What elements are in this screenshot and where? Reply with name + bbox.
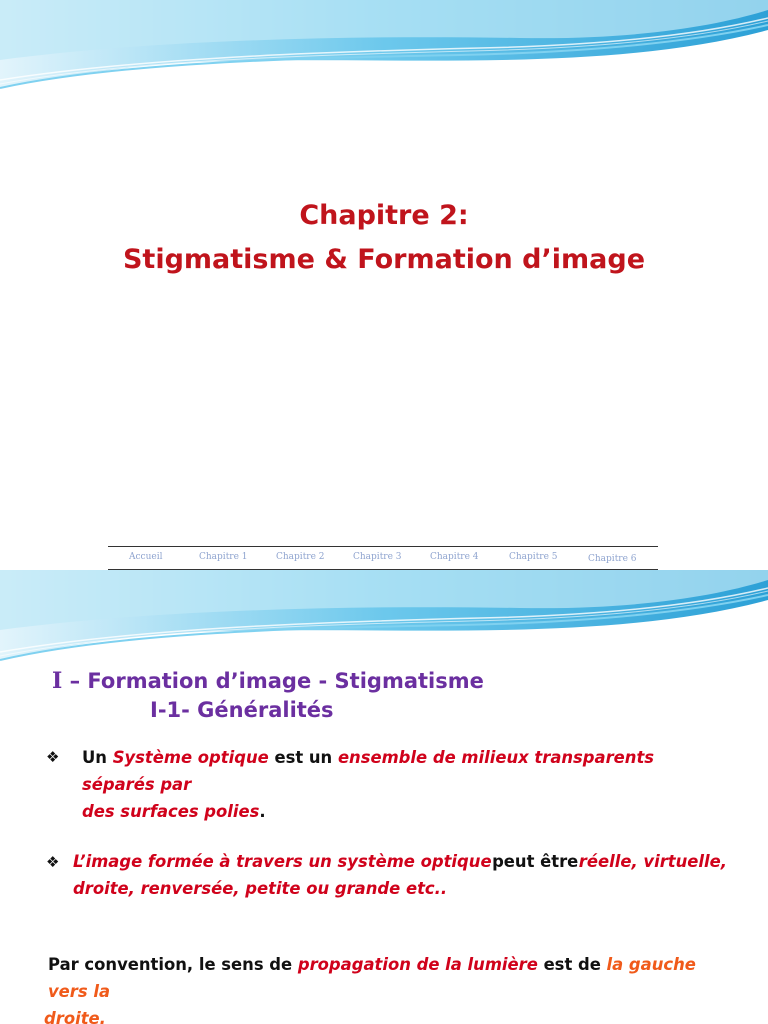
paragraph-convention [44, 951, 738, 1024]
chapter-title [0, 194, 768, 282]
nav-link-chapitre-1[interactable]: Chapitre 1 [199, 552, 248, 562]
emphasis-text: des surfaces polies [82, 802, 260, 821]
text-run: est un [268, 748, 338, 767]
emphasis-text: réelle, virtuelle, [578, 852, 727, 871]
nav-link-chapitre-6[interactable]: Chapitre 6 [588, 554, 637, 564]
emphasis-text: la gauche vers la [48, 955, 696, 1001]
nav-link-accueil[interactable]: Accueil [129, 552, 163, 562]
emphasis-text: droite. [44, 1009, 106, 1024]
chapter-subject: Stigmatisme & Formation d’image [122, 244, 646, 275]
emphasis-text: image formée à travers un système optique [85, 852, 492, 871]
text-run: . [259, 802, 266, 821]
nav-link-chapitre-3[interactable]: Chapitre 3 [353, 552, 402, 562]
nav-link-chapitre-2[interactable]: Chapitre 2 [276, 552, 325, 562]
text-run: peut être [492, 852, 579, 871]
section-heading [52, 668, 484, 694]
wave-banner-graphic [0, 570, 768, 665]
nav-link-chapitre-5[interactable]: Chapitre 5 [509, 552, 558, 562]
emphasis-text: Système optique [112, 748, 269, 767]
paragraph-systeme-optique [82, 744, 732, 825]
section-roman-numeral: I [52, 668, 63, 694]
paragraph-image-formee [73, 848, 733, 902]
emphasis-text: propagation de la lumière [297, 955, 538, 974]
emphasis-text: ensemble de milieux transparents séparés par [82, 748, 655, 794]
text-run: Un [82, 748, 113, 767]
section-heading-text: – Formation d’image - Stigmatisme [62, 669, 484, 693]
chapter-number: Chapitre 2: [299, 200, 469, 231]
wave-banner-graphic [0, 0, 768, 95]
diamond-bullet-icon: ❖ [46, 853, 60, 871]
text-run: Par convention, le sens de [48, 955, 298, 974]
emphasis-text: L’ [73, 852, 86, 871]
nav-link-chapitre-4[interactable]: Chapitre 4 [430, 552, 479, 562]
slide-2 [0, 570, 768, 1024]
chapter-nav-bar [108, 546, 658, 570]
emphasis-text: droite, renversée, petite ou grande etc.. [73, 879, 448, 898]
text-run: est de [537, 955, 607, 974]
subsection-heading: I-1- Généralités [150, 698, 334, 722]
diamond-bullet-icon: ❖ [46, 748, 60, 766]
